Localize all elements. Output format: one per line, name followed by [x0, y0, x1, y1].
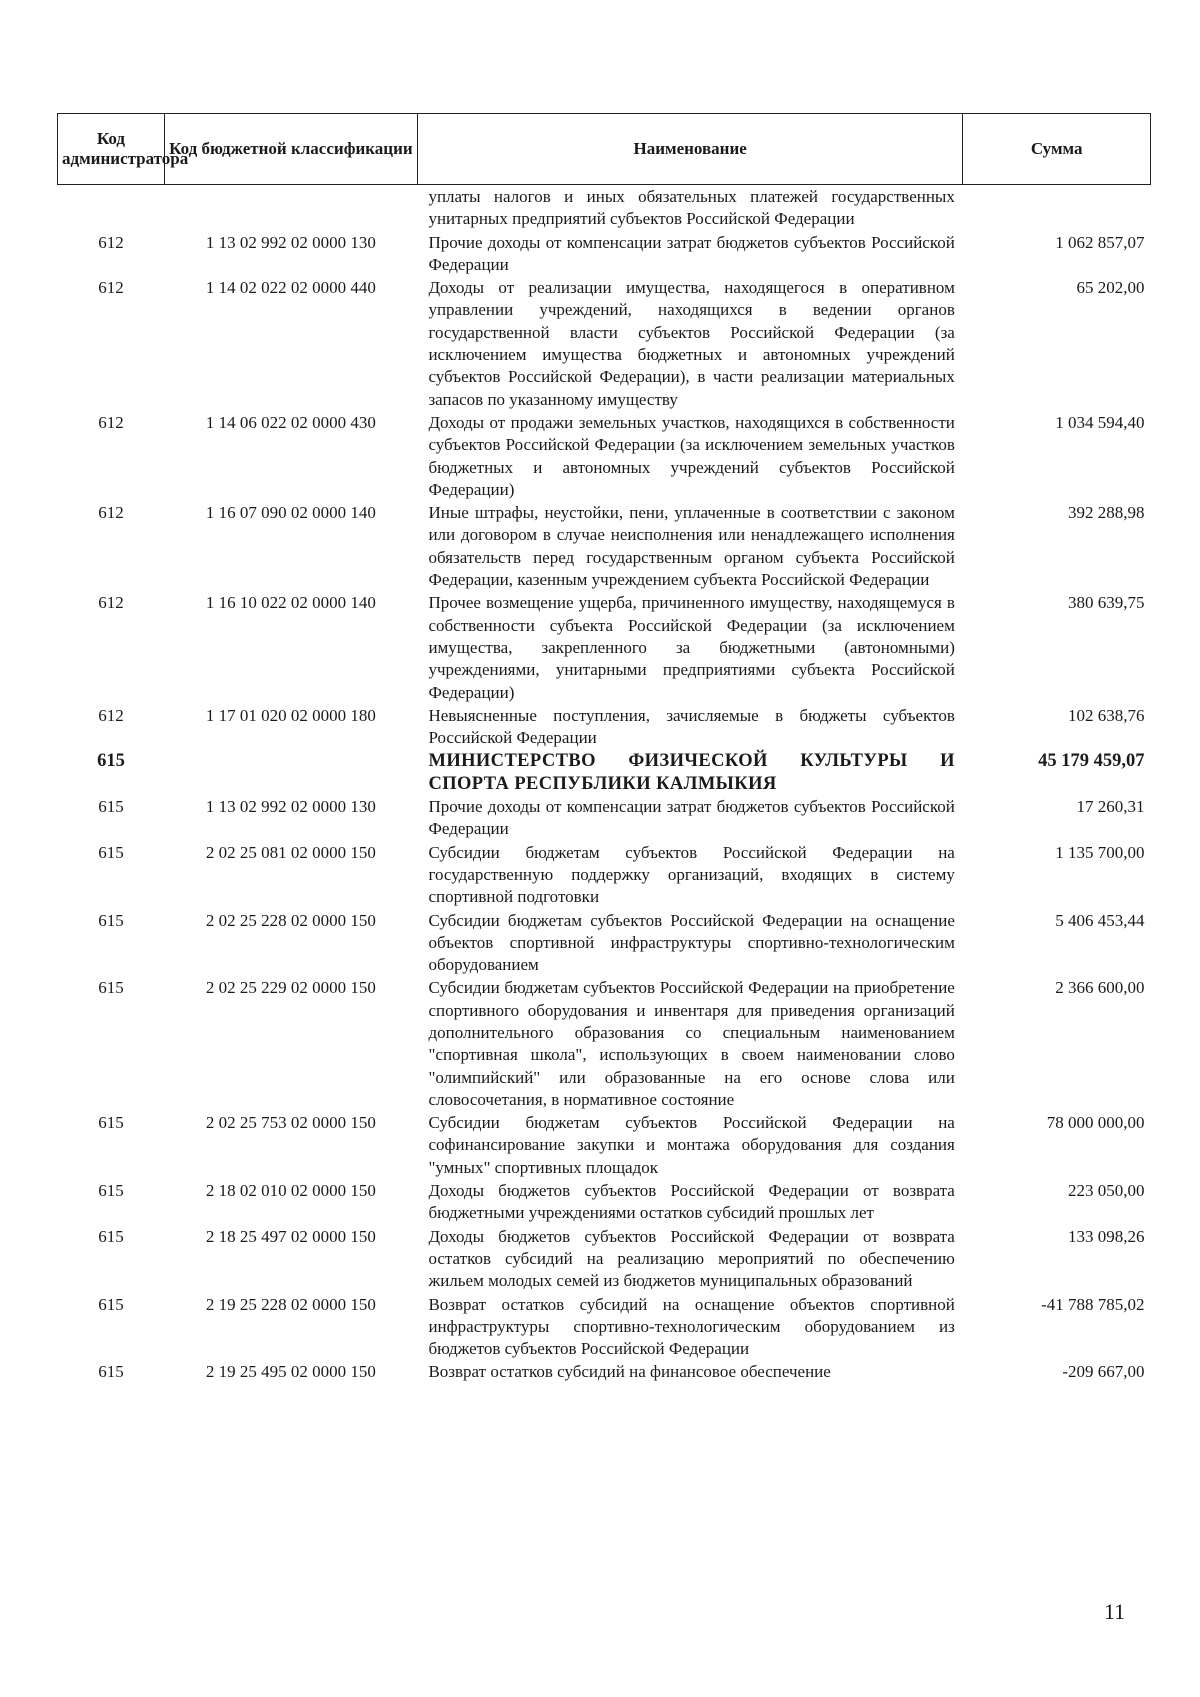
budget-code-cell: 1 13 02 992 02 0000 130: [205, 797, 376, 817]
name-cell: Иные штрафы, неустойки, пени, уплаченные в соответствии с законом или договором в случае неисполнения или ненадлежащего исполнения обязательств перед государственным органом субъекта Российской Федерации, казенным учреждением субъекта Российской Федерации: [428, 503, 955, 590]
name-cell: Субсидии бюджетам субъектов Российской Федерации на государственную поддержку организаций, входящих в систему спортивной подготовки: [428, 842, 955, 907]
sum-cell: 2 366 600,00: [1055, 978, 1145, 998]
revenue-table: [57, 113, 1151, 1384]
admin-code-cell: 615: [98, 1226, 124, 1246]
name-cell: Прочие доходы от компенсации затрат бюджетов субъектов Российской Федерации: [428, 797, 955, 839]
budget-code-cell: 2 02 25 753 02 0000 150: [205, 1113, 376, 1133]
table-row-section: [58, 749, 1151, 795]
admin-code-cell: 612: [98, 593, 124, 613]
table-row: [58, 909, 1151, 977]
sum-cell: 223 050,00: [1068, 1181, 1145, 1201]
sum-cell: 78 000 000,00: [1046, 1113, 1145, 1133]
sum-cell: 1 135 700,00: [1055, 842, 1145, 862]
table-row: [58, 185, 1151, 231]
table-row: [58, 1111, 1151, 1179]
name-cell: Возврат остатков субсидий на оснащение объектов спортивной инфраструктуры спортивно-технологическим оборудованием из бюджетов субъектов Российской Федерации: [428, 1294, 955, 1359]
sum-cell: 65 202,00: [1076, 278, 1145, 298]
table-row: [58, 411, 1151, 501]
budget-code-cell: [164, 749, 417, 795]
table-row: [58, 1225, 1151, 1293]
sum-cell: [963, 185, 1151, 231]
name-cell: Прочее возмещение ущерба, причиненного имуществу, находящемуся в собственности субъекта Российской Федерации (за исключением имущества, закрепленного за бюджетными (автономными) учреждениями, унитарными предприятиями субъекта Российской Федерации): [428, 593, 955, 702]
sum-cell: -209 667,00: [1062, 1362, 1145, 1382]
sum-cell: 380 639,75: [1068, 593, 1145, 613]
name-cell: Возврат остатков субсидий на финансовое обеспечение: [428, 1362, 831, 1382]
budget-code-cell: 2 19 25 228 02 0000 150: [205, 1294, 376, 1314]
table-row: [58, 1179, 1151, 1225]
sum-cell: 45 179 459,07: [1038, 751, 1145, 772]
sum-cell: 133 098,26: [1068, 1226, 1145, 1246]
name-cell: Субсидии бюджетам субъектов Российской Федерации на софинансирование закупки и монтажа оборудования для создания "умных" спортивных площадок: [428, 1113, 955, 1177]
admin-code-cell: 615: [98, 910, 124, 930]
name-cell: МИНИСТЕРСТВО ФИЗИЧЕСКОЙ КУЛЬТУРЫ И СПОРТА РЕСПУБЛИКИ КАЛМЫКИЯ: [428, 751, 955, 794]
admin-code-cell: 615: [98, 978, 124, 998]
admin-code-cell: 615: [98, 1113, 124, 1133]
table-row: [58, 841, 1151, 909]
sum-cell: 392 288,98: [1068, 503, 1145, 523]
name-cell: Доходы от продажи земельных участков, находящихся в собственности субъектов Российской Федерации (за исключением земельных участков бюджетных и автономных учреждений субъектов Российской Федерации): [428, 412, 955, 499]
budget-code-cell: 1 14 06 022 02 0000 430: [205, 412, 376, 432]
admin-code-cell: [58, 185, 165, 231]
table-row: [58, 1293, 1151, 1361]
admin-code-cell: 612: [98, 503, 124, 523]
table-body: [58, 185, 1151, 1384]
budget-code-cell: 1 16 07 090 02 0000 140: [205, 503, 376, 523]
table-row: [58, 501, 1151, 591]
table-row: [58, 276, 1151, 411]
header-admin-code: Код администратора: [58, 114, 165, 185]
table-row: [58, 795, 1151, 841]
name-cell: уплаты налогов и иных обязательных платежей государственных унитарных предприятий субъектов Российской Федерации: [428, 187, 955, 229]
name-cell: Прочие доходы от компенсации затрат бюджетов субъектов Российской Федерации: [428, 232, 955, 274]
budget-code-cell: [164, 185, 417, 231]
name-cell: Субсидии бюджетам субъектов Российской Федерации на оснащение объектов спортивной инфраструктуры спортивно-технологическим оборудованием: [428, 910, 955, 975]
name-cell: Доходы от реализации имущества, находящегося в оперативном управлении учреждений, находящихся в ведении органов государственной власти субъектов Российской Федерации (за исключением имущества бюджетных и автономных учреждений субъектов Российской Федерации), в части реализации материальных запасов по указанному имуществу: [428, 278, 955, 409]
admin-code-cell: 612: [98, 278, 124, 298]
budget-code-cell: 2 18 25 497 02 0000 150: [205, 1226, 376, 1246]
admin-code-cell: 615: [98, 1362, 124, 1382]
header-budget-code: Код бюджетной классификации: [164, 114, 417, 185]
sum-cell: 1 062 857,07: [1055, 232, 1145, 252]
sum-cell: 5 406 453,44: [1055, 910, 1145, 930]
admin-code-cell: 615: [97, 751, 125, 772]
budget-code-cell: 1 17 01 020 02 0000 180: [205, 705, 376, 725]
budget-code-cell: 1 14 02 022 02 0000 440: [205, 278, 376, 298]
budget-code-cell: 2 02 25 228 02 0000 150: [205, 910, 376, 930]
budget-code-cell: 2 02 25 081 02 0000 150: [205, 842, 376, 862]
table-row: [58, 704, 1151, 750]
budget-code-cell: 2 19 25 495 02 0000 150: [205, 1362, 376, 1382]
name-cell: Доходы бюджетов субъектов Российской Федерации от возврата остатков субсидий на реализацию мероприятий по обеспечению жильем молодых семей из бюджетов муниципальных образований: [428, 1226, 955, 1291]
name-cell: Невыясненные поступления, зачисляемые в бюджеты субъектов Российской Федерации: [428, 705, 955, 748]
admin-code-cell: 612: [98, 412, 124, 432]
admin-code-cell: 615: [98, 842, 124, 862]
budget-code-cell: 1 13 02 992 02 0000 130: [205, 232, 376, 252]
admin-code-cell: 612: [98, 232, 124, 252]
sum-cell: 102 638,76: [1068, 705, 1145, 725]
name-cell: Доходы бюджетов субъектов Российской Федерации от возврата бюджетными учреждениями остатков субсидий прошлых лет: [428, 1181, 955, 1223]
name-cell: Субсидии бюджетам субъектов Российской Федерации на приобретение спортивного оборудования и инвентаря для приведения организаций дополнительного образования со специальным наименованием "спортивная школа", использующих в своем наименовании слово "олимпийский" или образованные на его основе слова или словосочетания, в нормативное состояние: [428, 978, 955, 1109]
admin-code-cell: 615: [98, 797, 124, 817]
table-row: [58, 591, 1151, 703]
admin-code-cell: 612: [98, 705, 124, 725]
sum-cell: -41 788 785,02: [1041, 1294, 1145, 1314]
table-header: [58, 114, 1151, 185]
table-row: [58, 1360, 1151, 1383]
admin-code-cell: 615: [98, 1294, 124, 1314]
header-name: Наименование: [417, 114, 962, 185]
table-row: [58, 231, 1151, 277]
budget-code-cell: 2 18 02 010 02 0000 150: [205, 1181, 376, 1201]
budget-code-cell: 2 02 25 229 02 0000 150: [205, 978, 376, 998]
table-row: [58, 976, 1151, 1111]
admin-code-cell: 615: [98, 1181, 124, 1201]
page-number: 11: [1104, 1599, 1126, 1624]
header-sum: Сумма: [963, 114, 1151, 185]
sum-cell: 17 260,31: [1076, 797, 1145, 817]
sum-cell: 1 034 594,40: [1055, 412, 1145, 432]
budget-code-cell: 1 16 10 022 02 0000 140: [205, 593, 376, 613]
